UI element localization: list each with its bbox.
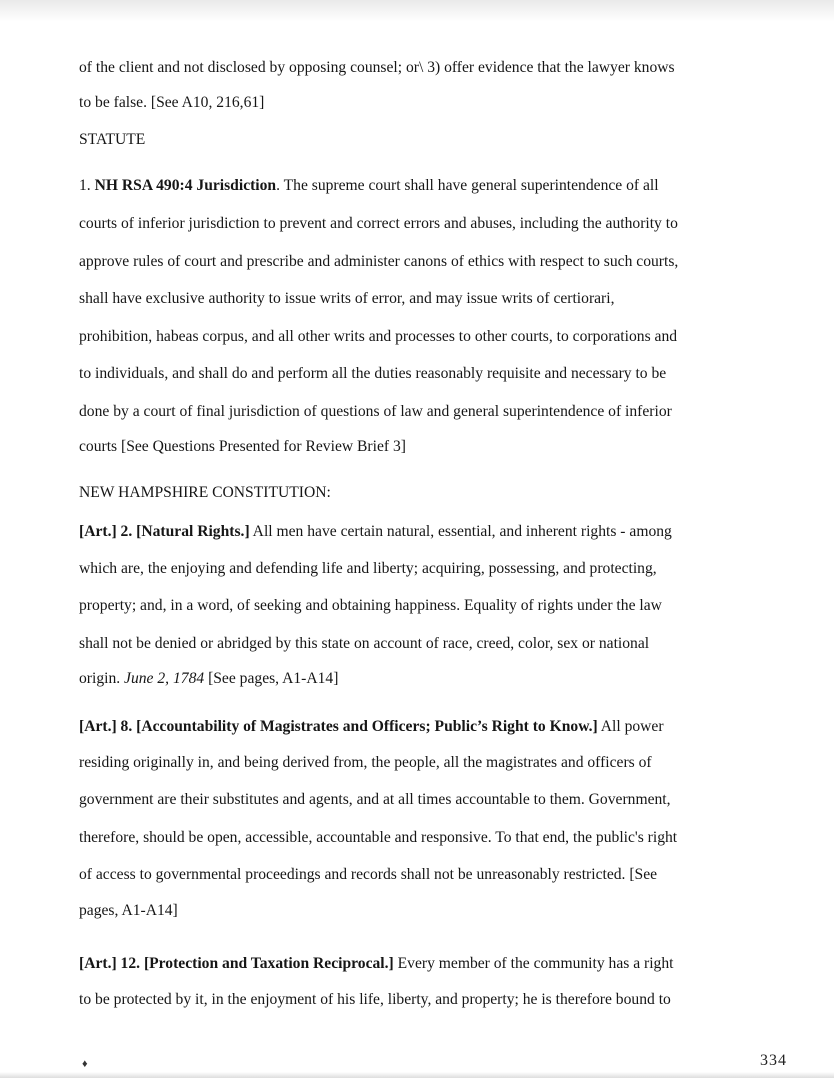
text-line <box>79 828 677 848</box>
text-line <box>79 252 678 272</box>
text-run: courts of inferior jurisdiction to prevent and correct errors and abuses, including the authority to <box>79 215 678 232</box>
text-run: pages, A1-A14] <box>79 902 178 919</box>
text-line <box>79 596 662 616</box>
text-run: to be protected by it, in the enjoyment of his life, liberty, and property; he is therefore bound to <box>79 991 671 1008</box>
text-line <box>79 634 649 654</box>
bold-heading: [Art.] 12. [Protection and Taxation Reciprocal.] <box>79 955 394 972</box>
text-run: property; and, in a word, of seeking and obtaining happiness. Equality of rights under the law <box>79 597 662 614</box>
text-line <box>79 483 331 503</box>
text-line <box>79 176 659 196</box>
text-run: government are their substitutes and agents, and at all times accountable to them. Government, <box>79 791 671 808</box>
bold-heading: NH RSA 490:4 Jurisdiction <box>94 177 277 194</box>
text-line <box>79 753 652 773</box>
scan-top-shadow <box>0 0 834 22</box>
text-line <box>79 402 672 422</box>
text-line <box>79 327 677 347</box>
bold-heading: [Art.] 8. [Accountability of Magistrates and Officers; Public’s Right to Know.] <box>79 718 598 735</box>
text-line <box>79 130 145 150</box>
text-run: shall have exclusive authority to issue writs of error, and may issue writs of certiorari, <box>79 290 615 307</box>
italic-date: June 2, 1784 <box>124 670 205 687</box>
text-run: of access to governmental proceedings and records shall not be unreasonably restricted. [See <box>79 866 658 883</box>
text-line <box>79 717 664 737</box>
text-line <box>79 790 671 810</box>
text-run: . The supreme court shall have general superintendence of all <box>276 177 659 194</box>
text-run: origin. <box>79 670 125 687</box>
text-line <box>79 954 673 974</box>
text-line <box>79 214 678 234</box>
text-line <box>79 58 675 78</box>
scan-bottom-edge <box>0 1072 834 1078</box>
text-line <box>79 289 614 309</box>
text-line <box>79 901 178 921</box>
page-mark: ♦ <box>82 1058 88 1070</box>
text-line <box>79 522 672 542</box>
text-run: done by a court of final jurisdiction of questions of law and general superintendence of inferior <box>79 403 672 420</box>
text-run: residing originally in, and being derived from, the people, all the magistrates and officers of <box>79 754 652 771</box>
text-run: courts [See Questions Presented for Review Brief 3] <box>79 438 406 455</box>
text-run: Every member of the community has a right <box>393 955 674 972</box>
text-line <box>79 437 406 457</box>
bold-heading: [Art.] 2. [Natural Rights.] <box>79 523 250 540</box>
page-number: 334 <box>760 1052 787 1069</box>
text-run: 1. <box>79 177 95 194</box>
text-run: NEW HAMPSHIRE CONSTITUTION: <box>79 484 331 501</box>
text-run: prohibition, habeas corpus, and all other writs and processes to other courts, to corporations and <box>79 328 678 345</box>
text-run: All power <box>597 718 664 735</box>
text-run: to be false. [See A10, 216,61] <box>79 94 265 111</box>
text-line <box>79 669 338 689</box>
text-run: approve rules of court and prescribe and administer canons of ethics with respect to such courts, <box>79 253 679 270</box>
text-run: All men have certain natural, essential, and inherent rights - among <box>249 523 672 540</box>
text-run: which are, the enjoying and defending life and liberty; acquiring, possessing, and protecting, <box>79 560 657 577</box>
text-run: to individuals, and shall do and perform all the duties reasonably requisite and necessary to be <box>79 365 667 382</box>
text-run: therefore, should be open, accessible, accountable and responsive. To that end, the public's right <box>79 829 678 846</box>
text-run: STATUTE <box>79 131 146 148</box>
text-line <box>79 93 264 113</box>
text-line <box>79 865 657 885</box>
text-line <box>79 559 657 579</box>
text-run: of the client and not disclosed by opposing counsel; or\ 3) offer evidence that the lawyer knows <box>79 59 675 76</box>
text-run: [See pages, A1-A14] <box>204 670 339 687</box>
text-run: shall not be denied or abridged by this state on account of race, creed, color, sex or national <box>79 635 650 652</box>
text-line <box>79 364 666 384</box>
text-line <box>79 990 671 1010</box>
